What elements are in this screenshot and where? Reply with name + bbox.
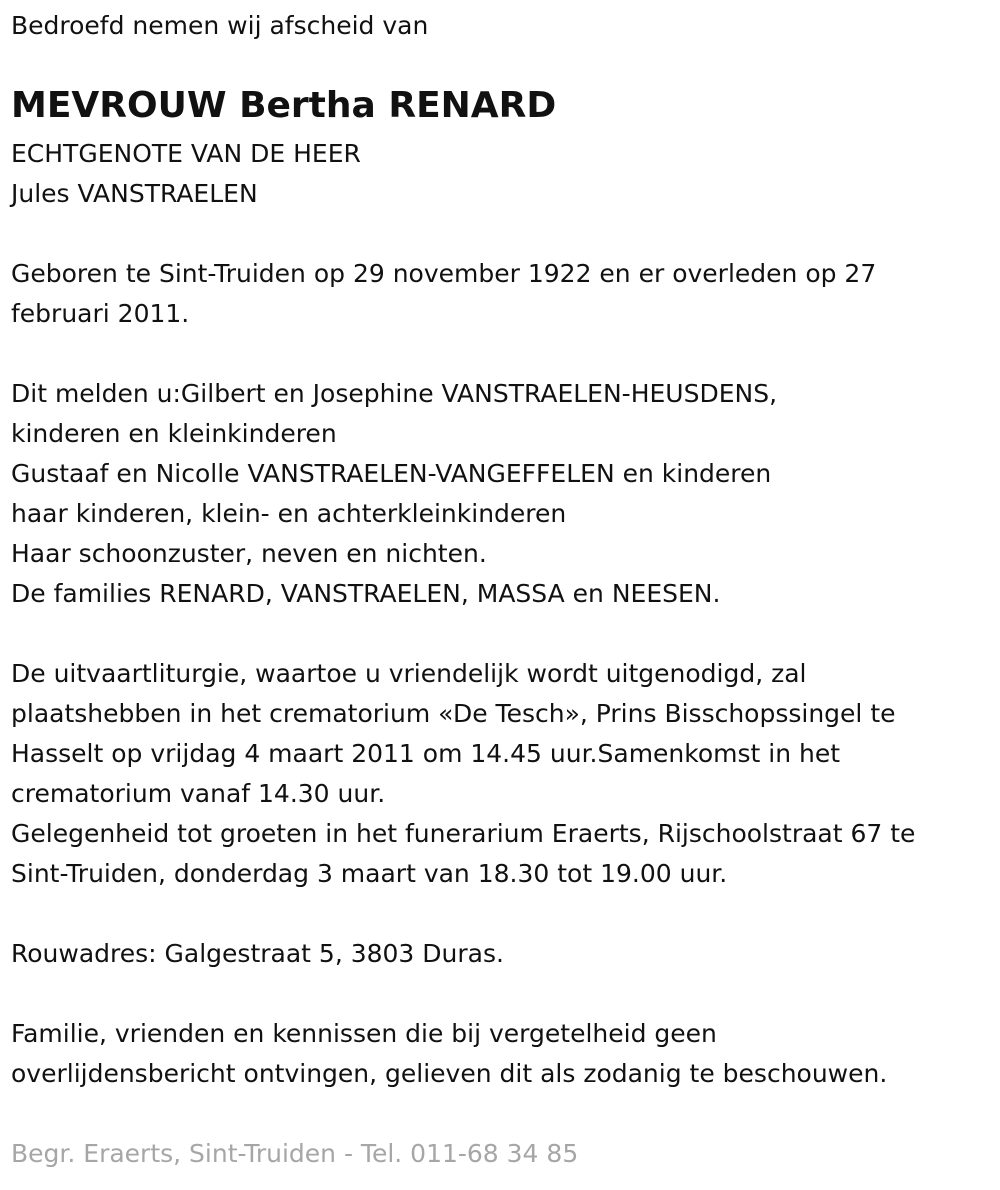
family-line: kinderen en kleinkinderen [11, 419, 337, 448]
birth-death-line: februari 2011. [11, 299, 190, 328]
funeral-line: Hasselt op vrijdag 4 maart 2011 om 14.45 uur.Samenkomst in het [11, 739, 841, 768]
birth-death-block [11, 254, 876, 334]
funeral-line: De uitvaartliturgie, waartoe u vriendelijk wordt uitgenodigd, zal [11, 659, 807, 688]
spouse-line: Jules VANSTRAELEN [11, 179, 258, 208]
funeral-line: Gelegenheid tot groeten in het funerarium Eraerts, Rijschoolstraat 67 te [11, 819, 916, 848]
notice-line: overlijdensbericht ontvingen, gelieven dit als zodanig te beschouwen. [11, 1059, 888, 1088]
funeral-line: plaatshebben in het crematorium «De Tesch», Prins Bisschopssingel te [11, 699, 896, 728]
intro-text: Bedroefd nemen wij afscheid van [11, 11, 429, 40]
family-line: De families RENARD, VANSTRAELEN, MASSA en NEESEN. [11, 579, 721, 608]
birth-death-line: Geboren te Sint-Truiden op 29 november 1922 en er overleden op 27 [11, 259, 877, 288]
spouse-line: ECHTGENOTE VAN DE HEER [11, 139, 361, 168]
deceased-name: MEVROUW Bertha RENARD [11, 85, 557, 126]
family-block [11, 374, 777, 614]
funeral-line: Sint-Truiden, donderdag 3 maart van 18.30 tot 19.00 uur. [11, 859, 728, 888]
family-line: haar kinderen, klein- en achterkleinkinderen [11, 499, 567, 528]
family-line: Dit melden u:Gilbert en Josephine VANSTRAELEN-HEUSDENS, [11, 379, 778, 408]
funeral-line: crematorium vanaf 14.30 uur. [11, 779, 386, 808]
funeral-director-footer: Begr. Eraerts, Sint-Truiden - Tel. 011-68 34 85 [11, 1139, 579, 1168]
spouse-block [11, 134, 361, 214]
family-line: Haar schoonzuster, neven en nichten. [11, 539, 487, 568]
notice-block [11, 1014, 887, 1094]
funeral-block [11, 654, 915, 894]
address-block [11, 934, 504, 974]
mourning-address: Rouwadres: Galgestraat 5, 3803 Duras. [11, 939, 504, 968]
notice-line: Familie, vrienden en kennissen die bij vergetelheid geen [11, 1019, 717, 1048]
family-line: Gustaaf en Nicolle VANSTRAELEN-VANGEFFELEN en kinderen [11, 459, 772, 488]
